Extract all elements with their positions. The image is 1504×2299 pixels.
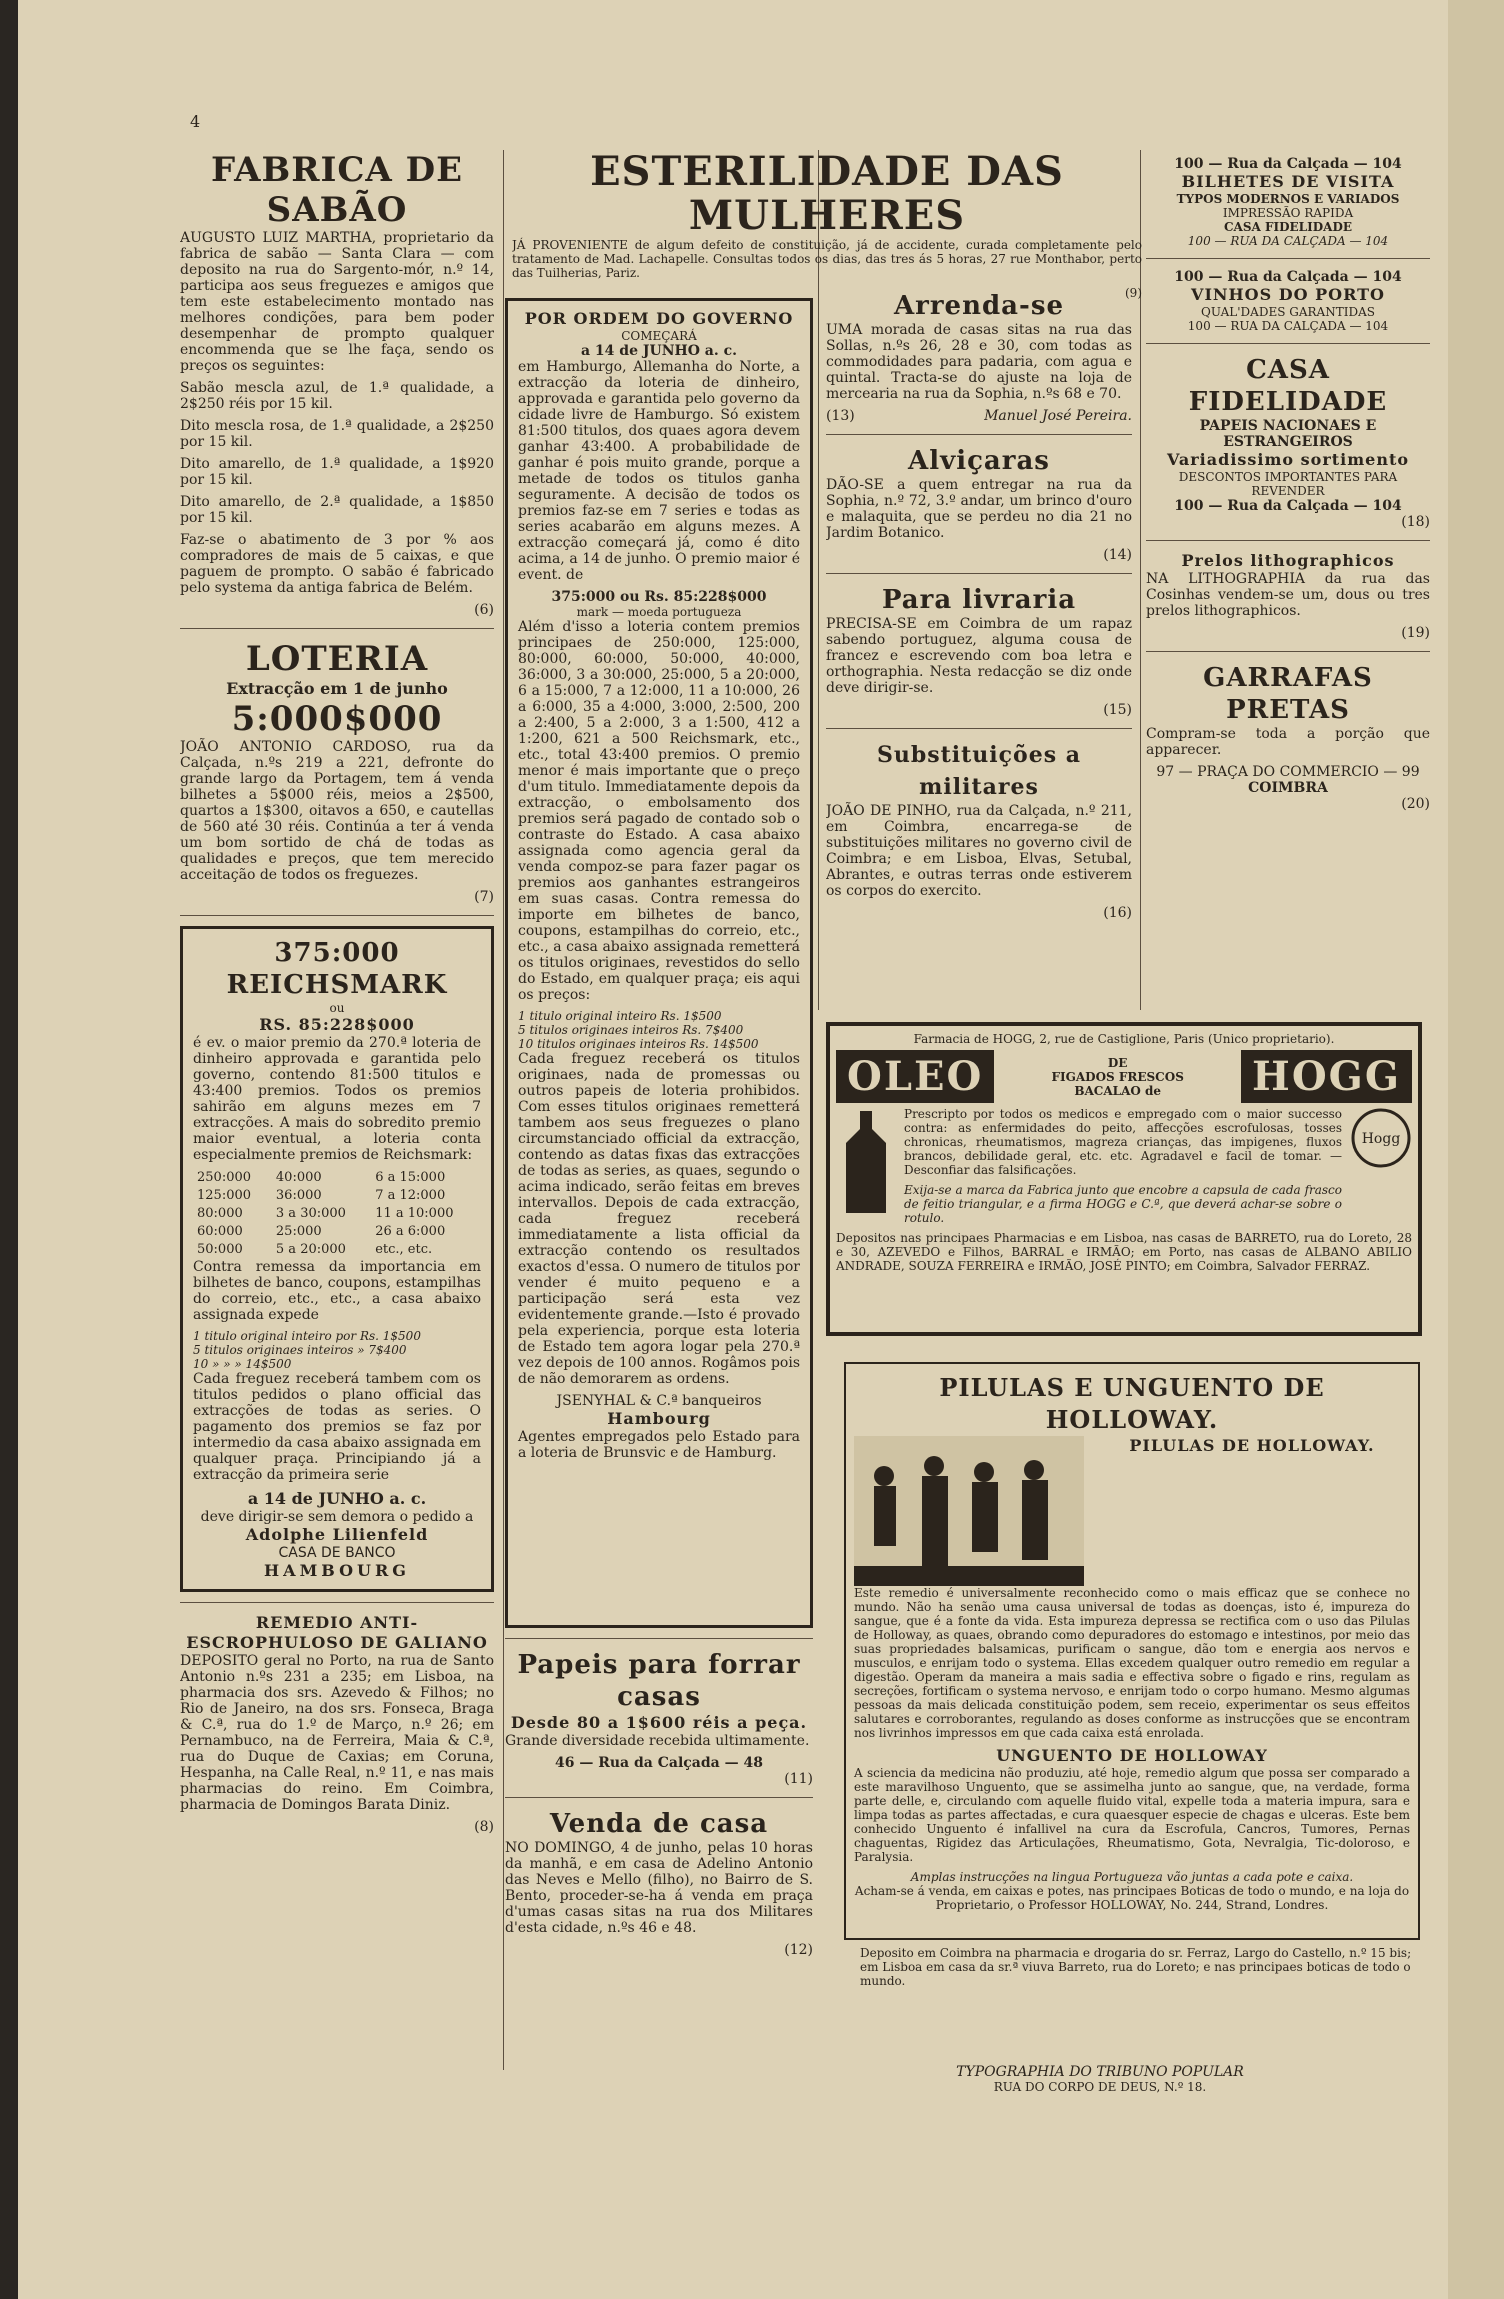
hogg-seal-text: Hogg — [1361, 1131, 1401, 1147]
bottle-icon — [836, 1107, 896, 1217]
next-page-edge — [1448, 0, 1504, 2299]
table-cell: 7 a 12:000 — [375, 1188, 446, 1203]
oleo-banner — [836, 1050, 1412, 1103]
reich-date: a 14 de JUNHO a. c. — [247, 1489, 427, 1508]
ad-number: (11) — [784, 1771, 813, 1787]
table-row — [193, 1241, 481, 1259]
prelos-title: Prelos lithographicos — [1181, 551, 1395, 570]
reich-price: 5 titulos originaes inteiros » 7$400 — [193, 1343, 407, 1357]
divider — [180, 628, 494, 629]
column-3 — [826, 290, 1132, 1010]
table-cell: 25:000 — [275, 1224, 322, 1239]
table-cell: 3 a 30:000 — [275, 1206, 346, 1221]
holloway-title: PILULAS E UNGUENTO DE HOLLOWAY. — [939, 1373, 1325, 1434]
divider — [826, 434, 1132, 435]
livraria-title: Para livraria — [881, 585, 1077, 615]
reich-rs: RS. 85:228$000 — [259, 1015, 415, 1034]
papeis-body: Grande diversidade recebida ultimamente. — [505, 1733, 810, 1749]
arrenda-footer — [826, 408, 1132, 424]
divider — [180, 1602, 494, 1603]
typos-line: TYPOS MODERNOS E VARIADOS — [1176, 192, 1400, 206]
reich-price: 10 » » » 14$500 — [193, 1357, 292, 1371]
impressao-line: IMPRESSÃO RAPIDA — [1222, 206, 1354, 220]
remedio-body: DEPOSITO geral no Porto, na rua de Santo Antonio n.ºs 231 a 235; em Lisboa, na pharmacia dos srs. Azevedo & Filhos; no Rio de Janeiro, na dos srs. Fonseca, Braga & C.ª, rua do 1.º de Março, n.º 26; em Pernambuco, na de Ferreira, Maia & C.ª, rua do Duque de Caxias; em Coruna, Hespanha, na Calle Real, n.º 11, e nas mais pharmacias do reino. Em Coimbra, pharmacia de Domingos Barata Diniz. — [180, 1653, 494, 1813]
address-line: 100 — Rua da Calçada — 104 — [1174, 498, 1402, 514]
reich-dirigir: deve dirigir-se sem demora o pedido a — [200, 1509, 474, 1525]
table-row — [193, 1187, 481, 1205]
divider — [1146, 651, 1430, 652]
ordem-agents: Agentes empregados pelo Estado para a loteria de Brunsvic e de Hamburg. — [518, 1429, 800, 1461]
oleo-figados — [1051, 1056, 1183, 1098]
table-cell: 36:000 — [275, 1188, 322, 1203]
oleo-text — [904, 1107, 1342, 1231]
reich-city: HAMBOURG — [264, 1561, 410, 1580]
loteria-title: LOTERIA — [245, 639, 429, 679]
garrafas-address: 97 — PRAÇA DO COMMERCIO — 99 — [1156, 764, 1420, 780]
table-cell: 40:000 — [275, 1170, 322, 1185]
ad-number: (18) — [1401, 514, 1430, 530]
address-line: 100 — Rua da Calçada — 104 — [1174, 269, 1402, 285]
garrafas-city: COIMBRA — [1248, 780, 1328, 796]
ad-number: (12) — [784, 1942, 813, 1958]
qualidades-line: QUAL'DADES GARANTIDAS — [1201, 305, 1375, 319]
ordem-city: Hambourg — [607, 1409, 711, 1428]
ordem-body: em Hamburgo, Allemanha do Norte, a extracção da loteria de dinheiro, approvada e garantida pelo governo da cidade livre de Hamburgo. Só existem 81:500 titulos, dos quaes agora devem ganhar 43:400. A probabilidade de ganhar é pois muito grande, porque a metade de todos os titulos ganha seguramente. A decisão de todos os premios faz-se em 7 series e todas as series acabarão em alguns mezes. A extracção começará já, como é dito acima, a 14 de junho. O premio maior é event. de — [518, 359, 800, 583]
ad-number: (20) — [1401, 796, 1430, 812]
holloway-deposito: Deposito em Coimbra na pharmacia e drogaria do sr. Ferraz, Largo do Castello, n.º 15 bis; em Lisboa em casa da sr.ª viuva Barreto, rua do Loreto; e nas principaes boticas de todo o mundo. — [860, 1946, 1412, 1988]
substituicoes-title: Substituições a militares — [876, 742, 1082, 800]
reich-ou: ou — [329, 1001, 345, 1015]
oleo-exija: Exija-se a marca da Fabrica junto que encobre a capsula de cada frasco de feitio triangular, e a firma HOGG e C.ª, que deverá achar-se sobre o rotulo. — [904, 1183, 1342, 1225]
oleo-content — [836, 1107, 1412, 1231]
footer-address: RUA DO CORPO DE DEUS, N.º 18. — [993, 2080, 1207, 2094]
fabrica-body: AUGUSTO LUIZ MARTHA, proprietario da fabrica de sabão — Santa Clara — com deposito na rua do Sargento-mór, n.º 14, participa aos seus freguezes e amigos que tem este estabelecimento montado nas melhores condições, para bem poder desempenhar de prompto qualquer encommenda que se lhe faça, sendo os preços os seguintes: — [180, 230, 494, 374]
table-cell: 60:000 — [197, 1224, 243, 1239]
loteria-amount: 5:000$000 — [231, 699, 443, 739]
holloway-amplas: Amplas instrucções na lingua Portugueza vão juntas a cada pote e caixa. — [910, 1870, 1354, 1884]
venda-body: NO DOMINGO, 4 de junho, pelas 10 horas da manhã, e em casa de Adelino Antonio das Neves e Mello (filho), no Bairro de S. Bento, proceder-se-ha á venda em praça d'umas casas sitas na rua dos Militares d'esta cidade, n.ºs 46 e 48. — [505, 1840, 813, 1936]
address-line: 100 — RUA DA CALÇADA — 104 — [1187, 319, 1389, 333]
livraria-body: PRECISA-SE em Coimbra de um rapaz sabendo portuguez, alguma cousa de francez e escrevendo com boa letra e orthographia. Nesta redacção se diz onde deve dirigir-se. — [826, 616, 1132, 696]
table-cell: 26 a 6:000 — [375, 1224, 446, 1239]
oleo-bacalao: BACALAO de — [1074, 1083, 1162, 1098]
ordem-price: 10 titulos originaes inteiros Rs. 14$500 — [518, 1037, 759, 1051]
page-number: 4 — [190, 112, 201, 131]
fabrica-price: Sabão mescla azul, de 1.ª qualidade, a 2$250 réis por 15 kil. — [180, 380, 494, 412]
ordem-mark: mark — moeda portugueza — [576, 605, 742, 619]
holloway-top — [854, 1436, 1410, 1586]
ordem-body2: Além d'isso a loteria contem premios principaes de 250:000, 125:000, 80:000, 60:000, 50:000, 40:000, 36:000, 3 a 30:000, 25:000, 5 a 20:000, 6 a 15:000, 7 a 12:000, 11 a 10:000, 26 a 6:000, 35 a 4:000, 3:000, 2:500, 200 a 2:400, 5 a 2:000, 3 a 1:500, 412 a 1:200, 621 a 500 Reichsmark, etc., etc., total 43:400 premios. O premio menor é mais importante que o preço d'um titulo. Immediatamente depois da extracção, o embolsamento dos premios será pagado de contado sob o contraste do Estado. A casa abaixo assignada como agencia geral da venda compoz-se para fazer pagar os premios aos ganhantes estrangeiros em suas casas. Contra remessa do importe em bilhetes de banco, coupons, estampilhas do correio, etc., etc., a casa abaixo assignada remetterá os titulos originaes, revestidos do sello do Estado, em qualquer praça; eis aqui os preços: — [518, 619, 800, 1003]
ad-number: (13) — [826, 408, 855, 424]
divider — [180, 915, 494, 916]
reich-casa: CASA DE BANCO — [278, 1545, 396, 1561]
esterilidade-body: JÁ PROVENIENTE de algum defeito de constituição, já de accidente, curada completamente pelo tratamento de Mad. Lachapelle. Consultas todos os dias, das tres ás 5 horas, 27 rue Monthabor, perto das Tuilherias, Pariz. — [512, 238, 1142, 280]
casa-fidelidade-title: CASA FIDELIDADE — [1188, 355, 1388, 417]
alvicaras-body: DÃO-SE a quem entregar na rua da Sophia, n.º 72, 3.º andar, um brinco d'ouro e malaquita, que se perdeu no dia 21 no Jardim Botanico. — [826, 477, 1132, 541]
ordem-bank: JSENYHAL & C.ª banqueiros — [556, 1393, 762, 1409]
vinhos-title: VINHOS DO PORTO — [1191, 285, 1385, 304]
arrenda-sign: Manuel José Pereira. — [984, 408, 1132, 424]
oleo-figados-text: FIGADOS FRESCOS — [1051, 1069, 1184, 1084]
table-cell: 50:000 — [197, 1242, 243, 1257]
venda-title: Venda de casa — [549, 1809, 769, 1839]
esterilidade-ad — [512, 150, 1142, 300]
reichsmark-box — [180, 926, 494, 1592]
garrafas-body: Compram-se toda a porção que apparecer. — [1146, 726, 1430, 758]
divider — [1146, 540, 1430, 541]
fabrica-title: FABRICA DE SABÃO — [210, 150, 464, 230]
variadissimo-line: Variadissimo sortimento — [1166, 450, 1410, 469]
holloway-ad — [844, 1362, 1420, 1940]
reich-title: 375:000 REICHSMARK — [226, 938, 448, 1000]
loteria-subtitle: Extracção em 1 de junho — [226, 679, 448, 698]
oleo-body: Prescripto por todos os medicos e empregado com o maior successo contra: as enfermidades do peito, affecções escrofulosas, tosses chronicas, rheumatismos, magreza crianças, das impigenes, fluxos brancos, debilidade geral, etc. etc. Agradavel e facil de tomar. — Desconfiar das falsificações. — [904, 1107, 1342, 1177]
ad-number: (6) — [474, 602, 494, 618]
hogg-seal-icon — [1350, 1107, 1412, 1169]
ad-number: (16) — [1103, 905, 1132, 921]
papeis-line: PAPEIS NACIONAES E ESTRANGEIROS — [1199, 418, 1377, 450]
bilhetes-title: BILHETES DE VISITA — [1181, 172, 1395, 191]
column-2 — [505, 298, 813, 2068]
oleo-de: DE — [1107, 1055, 1128, 1070]
prelos-body: NA LITHOGRAPHIA da rua das Cosinhas vendem-se um, dous ou tres prelos lithographicos. — [1146, 571, 1430, 619]
fabrica-price: Dito amarello, de 2.ª qualidade, a 1$850 por 15 kil. — [180, 494, 494, 526]
ad-number: (9) — [1125, 286, 1142, 300]
reich-body: é ev. o maior premio da 270.ª loteria de dinheiro approvada e garantida pelo governo, contendo 81:500 titulos e 43:400 premios. Todos os premios sahirão em alguns mezes em 7 extracções. A mais do sobredito premio maior eventual, a loteria conta especialmente premios de Reichsmark: — [193, 1035, 481, 1163]
oleo-header: Farmacia de HOGG, 2, rue de Castiglione, Paris (Unico proprietario). — [913, 1032, 1335, 1046]
unguento-title: UNGUENTO DE HOLLOWAY — [996, 1746, 1268, 1765]
divider — [505, 1797, 813, 1798]
address-line: 100 — RUA DA CALÇADA — 104 — [1187, 234, 1389, 248]
remedio-title: REMEDIO ANTI-ESCROPHULOSO DE GALIANO — [186, 1613, 488, 1652]
ad-number: (15) — [1103, 702, 1132, 718]
descontos-line: DESCONTOS IMPORTANTES PARA REVENDER — [1178, 470, 1398, 498]
holloway-illustration-icon — [854, 1436, 1084, 1586]
column-4 — [1146, 156, 1430, 1006]
reich-prize-table — [193, 1169, 481, 1259]
papeis-address: 46 — Rua da Calçada — 48 — [555, 1755, 763, 1771]
garrafas-title: GARRAFAS PRETAS — [1203, 663, 1373, 725]
column-1 — [180, 150, 494, 2070]
reich-body2: Contra remessa da importancia em bilhetes de banco, coupons, estampilhas do correio, etc., etc., a casa abaixo assignada expede — [193, 1259, 481, 1323]
divider — [1146, 343, 1430, 344]
substituicoes-body: JOÃO DE PINHO, rua da Calçada, n.º 211, em Coimbra, encarrega-se de substituições militares no governo civil de Coimbra; e em Lisboa, Elvas, Setubal, Abrantes, e outras terras onde estiverem os corpos do exercito. — [826, 803, 1132, 899]
footer-typography: TYPOGRAPHIA DO TRIBUNO POPULAR — [956, 2064, 1244, 2080]
oleo-hogg-ad — [826, 1022, 1422, 1336]
pilulas-section — [1094, 1436, 1410, 1586]
casa-fidelidade: CASA FIDELIDADE — [1223, 220, 1353, 234]
fabrica-price: Dito amarello, de 1.ª qualidade, a 1$920 por 15 kil. — [180, 456, 494, 488]
ordem-date: a 14 de JUNHO a. c. — [580, 343, 738, 359]
pilulas-body: Este remedio é universalmente reconhecido como o mais efficaz que se conhece no mundo. Não ha senão uma causa universal de todas as doenças, isto é, impureza do sangue, que é a fonte da vida. Esta impureza depressa se rectifica com o uso das Pilulas de Holloway, as quaes, obrando como depuradores do estomago e intestinos, por meio das suas propriedades balsamicas, purificam o sangue, dão tom e energia aos nervos e musculos, e enrijam todo o systema. Ellas excedem qualquer outro remedio em regular a digestão. Operam da maneira a mais sadia e effectiva sobre o figado e rins, regulam as secreções, fortificam o systema nervoso, e enrijam todo o corpo humano. Mesmo algumas pessoas da mais delicada constituição podem, sem receio, experimentar os seus effeitos salutares e corroborantes, regulando as doses conforme as instrucções que se encontram nos livrinhos impressos em que cada caixa está enrolada. — [854, 1586, 1410, 1740]
table-row — [193, 1223, 481, 1241]
reich-body3: Cada freguez receberá tambem com os titulos pedidos o plano official das extracções de todas as series. O pagamento dos premios se faz por intermedio da casa abaixo assignada em qualquer praça. Principiando já a extracção da primeira serie — [193, 1371, 481, 1483]
table-cell: 11 a 10:000 — [375, 1206, 454, 1221]
ad-number: (14) — [1103, 547, 1132, 563]
ordem-amount: 375:000 ou Rs. 85:228$000 — [551, 589, 767, 605]
reich-name: Adolphe Lilienfeld — [245, 1525, 429, 1544]
ordem-title: POR ORDEM DO GOVERNO — [524, 309, 794, 328]
hogg-logo: HOGG — [1241, 1050, 1412, 1103]
ordem-price: 1 titulo original inteiro Rs. 1$500 — [518, 1009, 722, 1023]
table-cell: 250:000 — [197, 1170, 252, 1185]
unguento-body: A sciencia da medicina não produziu, até hoje, remedio algum que possa ser comparado a este maravilhoso Unguento, que se assimelha junto ao sangue, que, na verdade, forma parte delle, e, circulando com aquelle fluido vital, expelle toda a materia impura, sara e limpa todas as partes affectadas, e cura quaesquer especie de chagas e ulceras. Este bem conhecido Unguento é infallivel na cura da Escrofula, Cancros, Tumores, Pernas chaguentas, Rigidez das Articulações, Rheumatismo, Gota, Nevralgia, Tic-doloroso, e Paralysia. — [854, 1766, 1410, 1864]
arrenda-title: Arrenda-se — [893, 291, 1064, 321]
address-line: 100 — Rua da Calçada — 104 — [1174, 156, 1402, 172]
divider — [826, 728, 1132, 729]
column-rule — [503, 150, 504, 2070]
fabrica-end: Faz-se o abatimento de 3 por % aos compradores de mais de 5 caixas, e que paguem de prompto. O sabão é fabricado pelo systema da antiga fabrica de Belém. — [180, 532, 494, 596]
alvicaras-title: Alviçaras — [908, 446, 1050, 476]
divider — [505, 1638, 813, 1639]
divider — [826, 573, 1132, 574]
loteria-body: JOÃO ANTONIO CARDOSO, rua da Calçada, n.ºs 219 a 221, defronte do grande largo da Portagem, tem á venda bilhetes a 5$000 réis, meios a 2$500, quartos a 1$300, oitavos a 650, e cautellas de 560 até 30 réis. Continúa a ter á venda um bom sortido de chá de todas as qualidades e preços, que tem merecido acceitação de todos os freguezes. — [180, 739, 494, 883]
divider — [1146, 258, 1430, 259]
arrenda-body: UMA morada de casas sitas na rua das Sollas, n.ºs 26, 28 e 30, com todas as commodidades para padaria, com agua e quintal. Tracta-se do ajuste na loja de mercearia na rua da Sophia, n.ºs 68 e 70. — [826, 322, 1132, 402]
reich-price: 1 titulo original inteiro por Rs. 1$500 — [193, 1329, 421, 1343]
holloway-acham: Acham-se á venda, em caixas e potes, nas principaes Boticas de todo o mundo, e na loja do Proprietario, o Professor HOLLOWAY, No. 244, Strand, Londres. — [854, 1884, 1410, 1912]
ad-number: (7) — [474, 889, 494, 905]
table-cell: etc., etc. — [375, 1242, 433, 1257]
papeis-price: Desde 80 a 1$600 réis a peça. — [510, 1713, 808, 1732]
table-cell: 6 a 15:000 — [375, 1170, 446, 1185]
oleo-logo: OLEO — [836, 1050, 994, 1103]
footer — [940, 2064, 1260, 2094]
table-row — [193, 1205, 481, 1223]
ordem-price: 5 titulos originaes inteiros Rs. 7$400 — [518, 1023, 744, 1037]
papeis-title: Papeis para forrar casas — [517, 1650, 801, 1712]
table-cell: 80:000 — [197, 1206, 243, 1221]
table-cell: 125:000 — [197, 1188, 252, 1203]
ad-number: (19) — [1401, 625, 1430, 641]
ordem-body3: Cada freguez receberá os titulos originaes, nada de promessas ou outros papeis de loteria prohibidos. Com esses titulos originaes remetterá tambem aos seus freguezes o plano circumstanciado official da extracção, contendo as datas fixas das extracções de todas as series, as quaes, segundo o acima indicado, serão feitas em breves intervallos. Depois de cada extracção, cada freguez receberá immediatamente a lista official da extracção contendo os resultados exactos d'essa. O numero de titulos por vender é muito pequeno e a participação será esta vez evidentemente grande.—Isto é provado pela experiencia, porque esta loteria de Estado tem agora logar pela 270.ª vez depois de 100 annos. Rogâmos pois de não demorarem as ordens. — [518, 1051, 800, 1387]
pilulas-title: PILULAS DE HOLLOWAY. — [1129, 1436, 1375, 1455]
oleo-depositos: Depositos nas principaes Pharmacias e em Lisboa, nas casas de BARRETO, rua do Loreto, 28 e 30, AZEVEDO e Filhos, BARRAL e IRMÃO; em Porto, nas casas de ALBANO ABILIO ANDRADE, SOUZA FERREIRA e IRMÃO, JOSÉ PINTO; em Coimbra, Salvador FERRAZ. — [836, 1231, 1412, 1273]
ordem-comecara: COMEÇARÁ — [621, 329, 697, 343]
por-ordem-box — [505, 298, 813, 1628]
table-row — [193, 1169, 481, 1187]
ad-number: (8) — [474, 1819, 494, 1835]
table-cell: 5 a 20:000 — [275, 1242, 346, 1257]
esterilidade-title: ESTERILIDADE DAS MULHERES — [590, 150, 1064, 239]
fabrica-price: Dito mescla rosa, de 1.ª qualidade, a 2$250 por 15 kil. — [180, 418, 494, 450]
